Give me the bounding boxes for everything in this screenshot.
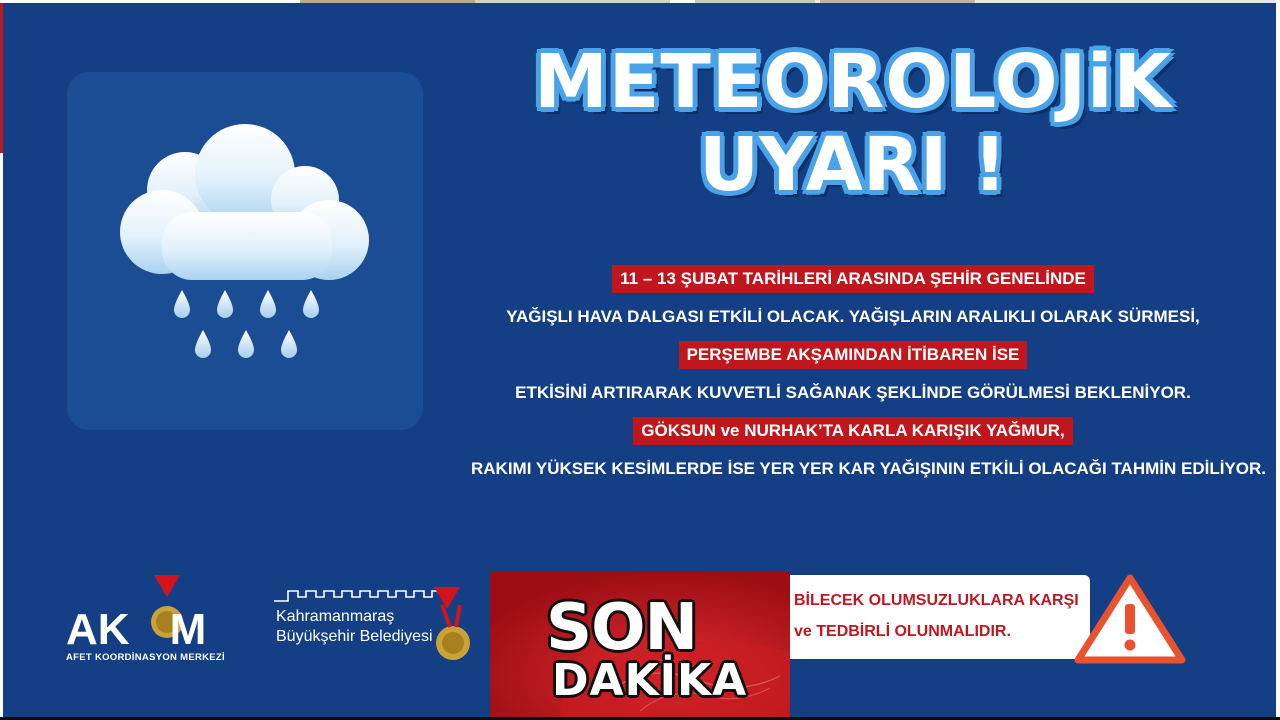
precaution-line-1: BİLECEK OLUMSUZLUKLARA KARŞI (794, 592, 1079, 609)
son-dakika-badge (490, 571, 790, 720)
akom-word-right: M (169, 605, 207, 654)
kahramanmaras-logo (268, 583, 483, 673)
warning-triangle-icon (1070, 572, 1190, 668)
son-dakika-line-1: SON (546, 591, 698, 665)
title-line-1: METEOROLOJiK (534, 39, 1172, 125)
kbb-name-line-1: Kahramanmaraş (276, 608, 395, 625)
message-line-4: ETKİSİNİ ARTIRARAK KUVVETLİ SAĞANAK ŞEKLİNDE GÖRÜLMESİ BEKLENİYOR. (515, 383, 1191, 402)
right-edge (1276, 0, 1280, 720)
message-line-3: PERŞEMBE AKŞAMINDAN İTİBAREN İSE (679, 341, 1028, 369)
message-line-6: RAKIMI YÜKSEK KESİMLERDE İSE YER YER KAR YAĞIŞININ ETKİLİ OLACAĞI TAHMİN EDİLİYOR. (471, 459, 1267, 478)
message-line-2: YAĞIŞLI HAVA DALGASI ETKİLİ OLACAK. YAĞIŞLARIN ARALIKLI OLARAK SÜRMESİ, (506, 307, 1200, 326)
akom-logo (62, 575, 237, 665)
message-line-1: 11 – 13 ŞUBAT TARİHLERİ ARASINDA ŞEHİR GENELİNDE (612, 265, 1094, 293)
precaution-line-2: ve TEDBİRLİ OLUNMALIDIR. (794, 623, 1011, 640)
akom-word-left: AK (66, 605, 130, 654)
akom-subtitle: AFET KOORDİNASYON MERKEZİ (66, 652, 225, 663)
akom-wordmark (66, 605, 206, 655)
title-line-2: UYARI ! (699, 122, 1007, 209)
left-edge-accent (0, 3, 3, 153)
precaution-note (790, 575, 1090, 659)
weather-icon-card (67, 72, 423, 430)
message-line-5: GÖKSUN ve NURHAK’TA KARLA KARIŞIK YAĞMUR, (633, 417, 1072, 445)
warning-title (473, 39, 1233, 209)
kbb-name-line-2: Büyükşehir Belediyesi (276, 628, 433, 645)
son-dakika-line-2: DAKİKA (552, 655, 748, 706)
rain-cloud-icon (67, 72, 423, 430)
warning-message (463, 265, 1267, 493)
